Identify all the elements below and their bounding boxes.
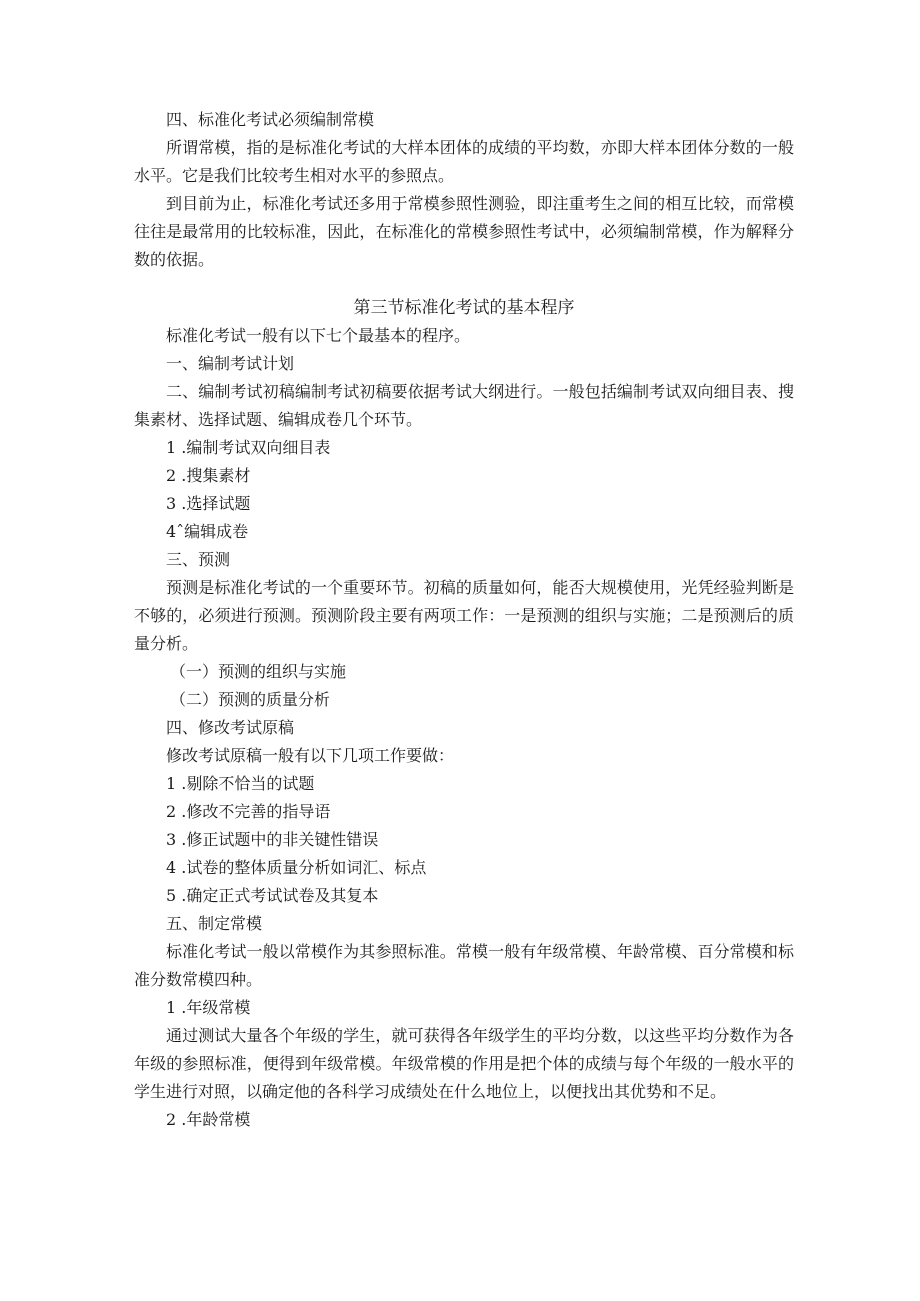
list-item: （一）预测的组织与实施 (170, 662, 347, 681)
step2-paragraph: 二、编制考试初稿编制考试初稿要依据考试大纲进行。一般包括编制考试双向细目表、搜集素材、选择试题、编辑成卷几个环节。 (134, 382, 794, 429)
list-item: 1 .编制考试双向细目表 (166, 438, 331, 457)
step4-heading: 四、修改考试原稿 (166, 718, 295, 737)
document-page (134, 106, 794, 1134)
list-item: 4ˆ编辑成卷 (166, 522, 249, 541)
step5-heading: 五、制定常模 (166, 914, 263, 933)
step5-paragraph: 标准化考试一般以常模作为其参照标准。常模一般有年级常模、年龄常模、百分常模和标准分数常模四种。 (134, 942, 794, 989)
list-item: 3 .修正试题中的非关键性错误 (166, 830, 379, 849)
step3-heading: 三、预测 (166, 550, 231, 569)
list-item: 2 .搜集素材 (166, 466, 251, 485)
list-item: （二）预测的质量分析 (170, 690, 331, 709)
list-item: 2 .修改不完善的指导语 (166, 802, 331, 821)
step3-paragraph: 预测是标准化考试的一个重要环节。初稿的质量如何，能否大规模使用，光凭经验判断是不够的，必须进行预测。预测阶段主要有两项工作：一是预测的组织与实施；二是预测后的质量分析。 (134, 578, 794, 653)
norm-usage-paragraph: 到目前为止，标准化考试还多用于常模参照性测验，即注重考生之间的相互比较，而常模往往是最常用的比较标准，因此，在标准化的常模参照性考试中，必须编制常模，作为解释分数的依据。 (134, 194, 794, 269)
grade-norm-heading: 1 .年级常模 (166, 998, 251, 1017)
list-item: 5 .确定正式考试试卷及其复本 (166, 886, 379, 905)
norm-definition-paragraph: 所谓常模，指的是标准化考试的大样本团体的成绩的平均数，亦即大样本团体分数的一般水平。它是我们比较考生相对水平的参照点。 (134, 138, 794, 185)
norm-heading: 四、标准化考试必须编制常模 (166, 110, 375, 129)
procedure-intro: 标准化考试一般有以下七个最基本的程序。 (166, 326, 471, 345)
step1-heading: 一、编制考试计划 (166, 354, 295, 373)
grade-norm-paragraph: 通过测试大量各个年级的学生，就可获得各年级学生的平均分数，以这些平均分数作为各年级的参照标准，便得到年级常模。年级常模的作用是把个体的成绩与每个年级的一般水平的学生进行对照，以确定他的各科学习成绩处在什么地位上，以便找出其优势和不足。 (134, 1026, 794, 1101)
section-title: 第三节标准化考试的基本程序 (353, 298, 575, 318)
age-norm-heading: 2 .年龄常模 (166, 1110, 251, 1129)
step4-intro: 修改考试原稿一般有以下几项工作要做： (166, 746, 455, 765)
list-item: 3 .选择试题 (166, 494, 251, 513)
list-item: 1 .剔除不恰当的试题 (166, 774, 315, 793)
list-item: 4 .试卷的整体质量分析如词汇、标点 (166, 858, 427, 877)
